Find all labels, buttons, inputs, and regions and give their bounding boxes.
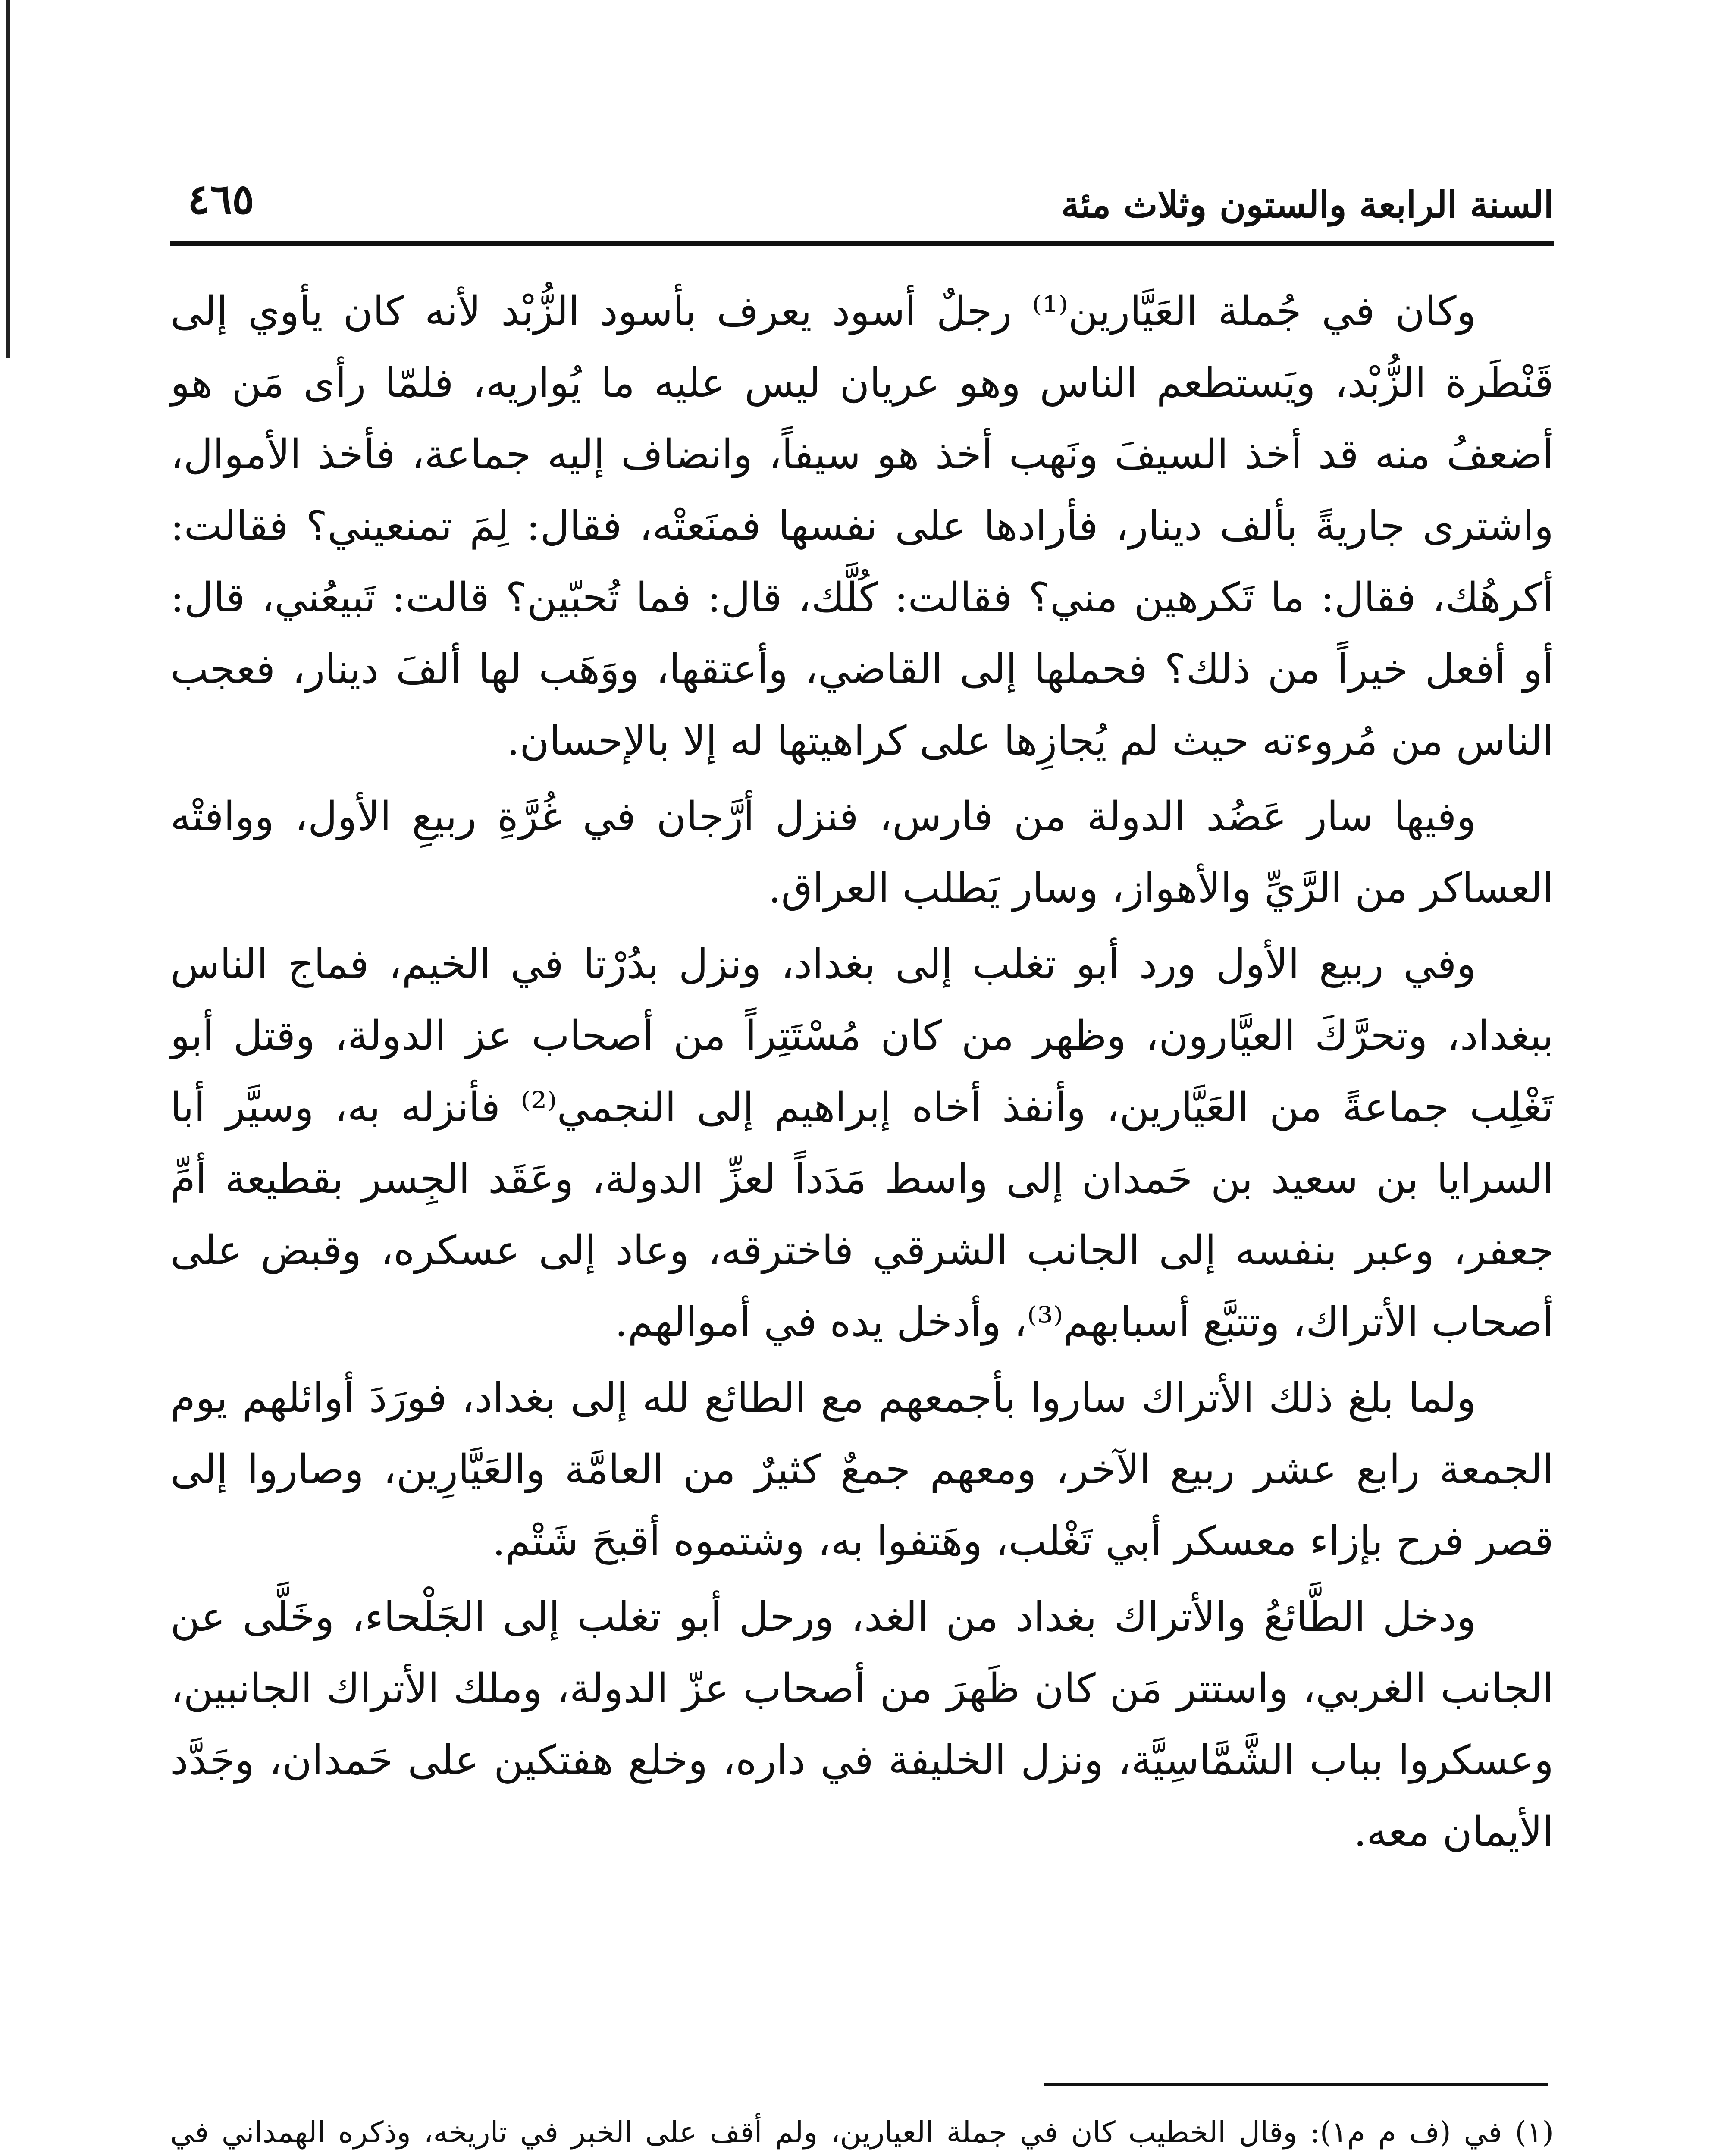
- header-rule: [170, 241, 1554, 246]
- main-text: [170, 276, 1554, 1872]
- paragraph-1: وكان في جُملة العَيَّارين⁽¹⁾ رجلٌ أسود يعرف بأسود الزُّبْد لأنه كان يأوي إلى قَنْطَرة الزُّبْد، ويَستطعم الناس وهو عريان ليس عليه ما يُواريه، فلمّا رأى مَن هو أضعفُ منه قد أخذ السيفَ ونَهب أخذ هو سيفاً، وانضاف إليه جماعة، فأخذ الأموال، واشترى جاريةً بألف دينار، فأرادها على نفسها فمنَعتْه، فقال: لِمَ تمنعيني؟ فقالت: أكرهُك، فقال: ما تَكرهين مني؟ فقالت: كُلَّك، قال: فما تُحبّين؟ قالت: تَبيعُني، قال: أو أفعل خيراً من ذلك؟ فحملها إلى القاضي، وأعتقها، ووَهَب لها ألفَ دينار، فعجب الناس من مُروءته حيث لم يُجازِها على كراهيتها له إلا بالإحسان.: [170, 288, 1554, 765]
- paragraph-4: ولما بلغ ذلك الأتراك ساروا بأجمعهم مع الطائع لله إلى بغداد، فورَدَ أوائلهم يوم الجمعة رابع عشر ربيع الآخر، ومعهم جمعٌ كثيرٌ من العامَّة والعَيَّارِين، وصاروا إلى قصر فرح بإزاء معسكر أبي تَغْلب، وهَتفوا به، وشتموه أقبحَ شَتْم.: [170, 1375, 1554, 1565]
- footnote-rule: [1044, 2083, 1548, 2086]
- page-number: ٤٦٥: [188, 175, 254, 223]
- paragraph-2: وفيها سار عَضُد الدولة من فارس، فنزل أرَّجان في غُرَّةِ ربيعِ الأول، ووافتْه العساكر من الرَّيِّ والأهواز، وسار يَطلب العراق.: [170, 793, 1554, 912]
- footnotes: [170, 2106, 1554, 2156]
- paragraph-3: وفي ربيع الأول ورد أبو تغلب إلى بغداد، ونزل بدُرْتا في الخيم، فماج الناس ببغداد، وتحرَّكَ العيَّارون، وظهر من كان مُسْتَتِراً من أصحاب عز الدولة، وقتل أبو تَغْلِب جماعةً من العَيَّارين، وأنفذ أخاه إبراهيم إلى النجمي⁽²⁾ فأنزله به، وسيَّر أبا السرايا بن سعيد بن حَمدان إلى واسط مَدَداً لعزِّ الدولة، وعَقَد الجِسر بقطيعة أمِّ جعفر، وعبر بنفسه إلى الجانب الشرقي فاخترقه، وعاد إلى عسكره، وقبض على أصحاب الأتراك، وتتبَّع أسبابهم⁽³⁾، وأدخل يده في أموالهم.: [170, 941, 1554, 1346]
- paragraph-5: ودخل الطَّائعُ والأتراك بغداد من الغد، ورحل أبو تغلب إلى الجَلْحاء، وخَلَّى عن الجانب الغربي، واستتر مَن كان ظَهرَ من أصحاب عزّ الدولة، وملك الأتراك الجانبين، وعسكروا بباب الشَّمَّاسِيَّة، ونزل الخليفة في داره، وخلع هفتكين على حَمدان، وجَدَّد الأيمان معه.: [170, 1594, 1554, 1855]
- running-title: السنة الرابعة والستون وثلاث مئة: [1061, 183, 1554, 226]
- scan-edge-mark: [6, 0, 10, 358]
- page-header: [170, 170, 1554, 244]
- footnote-1: (١) في (ف م م١): وقال الخطيب كان في جملة العيارين، ولم أقف على الخبر في تاريخه، وذكره الهمداني في: [170, 2115, 1554, 2150]
